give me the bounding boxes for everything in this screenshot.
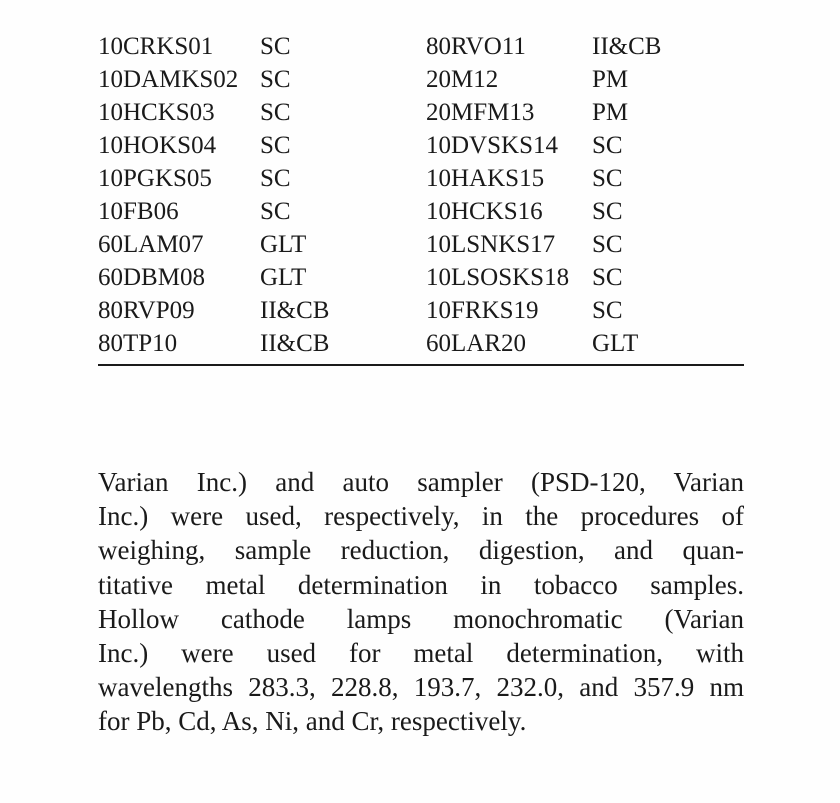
sample-type-cell: II&CB — [260, 297, 330, 324]
sample-type-cell: SC — [260, 198, 291, 225]
sample-type-cell: II&CB — [592, 33, 662, 60]
sample-type-cell: GLT — [260, 231, 307, 258]
sample-code-cell: 20M12 — [426, 66, 499, 93]
sample-type-cell: SC — [260, 33, 291, 60]
paragraph-line: titative metal determination in tobacco samples. — [98, 569, 744, 600]
sample-table-container — [98, 30, 744, 360]
sample-type-cell: PM — [592, 99, 629, 126]
sample-code-cell: 10LSOSKS18 — [426, 264, 570, 291]
sample-code-cell: 60DBM08 — [98, 264, 205, 291]
sample-code-cell: 10CRKS01 — [98, 33, 214, 60]
sample-type-cell: II&CB — [260, 330, 330, 357]
sample-type-cell: SC — [260, 132, 291, 159]
sample-code-cell: 10HAKS15 — [426, 165, 545, 192]
sample-code-cell: 60LAR20 — [426, 330, 526, 357]
sample-type-cell: SC — [592, 132, 623, 159]
sample-code-cell: 10LSNKS17 — [426, 231, 556, 258]
sample-type-cell: SC — [592, 297, 623, 324]
sample-code-cell: 10DAMKS02 — [98, 66, 239, 93]
paragraph-line: weighing, sample reduction, digestion, and quan- — [98, 535, 744, 566]
sample-type-cell: SC — [260, 66, 291, 93]
sample-table — [98, 30, 744, 360]
sample-code-cell: 10DVSKS14 — [426, 132, 558, 159]
paragraph-line: Inc.) were used for metal determination, with — [98, 638, 744, 669]
table-row — [98, 195, 744, 228]
table-row — [98, 327, 744, 360]
sample-type-cell: GLT — [592, 330, 639, 357]
sample-code-cell: 80RVP09 — [98, 297, 195, 324]
table-row — [98, 129, 744, 162]
sample-code-cell: 80TP10 — [98, 330, 178, 357]
paragraph-line: for Pb, Cd, As, Ni, and Cr, respectively. — [98, 706, 527, 737]
table-row — [98, 63, 744, 96]
sample-type-cell: SC — [592, 231, 623, 258]
sample-type-cell: SC — [592, 264, 623, 291]
table-row — [98, 162, 744, 195]
sample-type-cell: PM — [592, 66, 629, 93]
table-row — [98, 261, 744, 294]
table-bottom-rule — [98, 364, 744, 366]
sample-code-cell: 10PGKS05 — [98, 165, 212, 192]
sample-code-cell: 10HOKS04 — [98, 132, 217, 159]
paragraph-line: Inc.) were used, respectively, in the procedures of — [98, 501, 744, 532]
table-row — [98, 228, 744, 261]
sample-code-cell: 10HCKS16 — [426, 198, 543, 225]
sample-type-cell: SC — [260, 99, 291, 126]
body-paragraph — [98, 465, 744, 739]
paragraph-line: wavelengths 283.3, 228.8, 193.7, 232.0, and 357.9 nm — [98, 672, 744, 703]
sample-code-cell: 10HCKS03 — [98, 99, 215, 126]
table-row — [98, 96, 744, 129]
sample-code-cell: 10FRKS19 — [426, 297, 539, 324]
table-row — [98, 30, 744, 63]
paragraph-line: Hollow cathode lamps monochromatic (Varian — [98, 603, 744, 634]
sample-type-cell: SC — [592, 165, 623, 192]
sample-code-cell: 20MFM13 — [426, 99, 535, 126]
sample-type-cell: GLT — [260, 264, 307, 291]
paragraph-line: Varian Inc.) and auto sampler (PSD-120, Varian — [98, 467, 744, 497]
sample-code-cell: 80RVO11 — [426, 33, 526, 60]
sample-type-cell: SC — [260, 165, 291, 192]
table-row — [98, 294, 744, 327]
sample-code-cell: 10FB06 — [98, 198, 179, 225]
sample-type-cell: SC — [592, 198, 623, 225]
sample-code-cell: 60LAM07 — [98, 231, 204, 258]
